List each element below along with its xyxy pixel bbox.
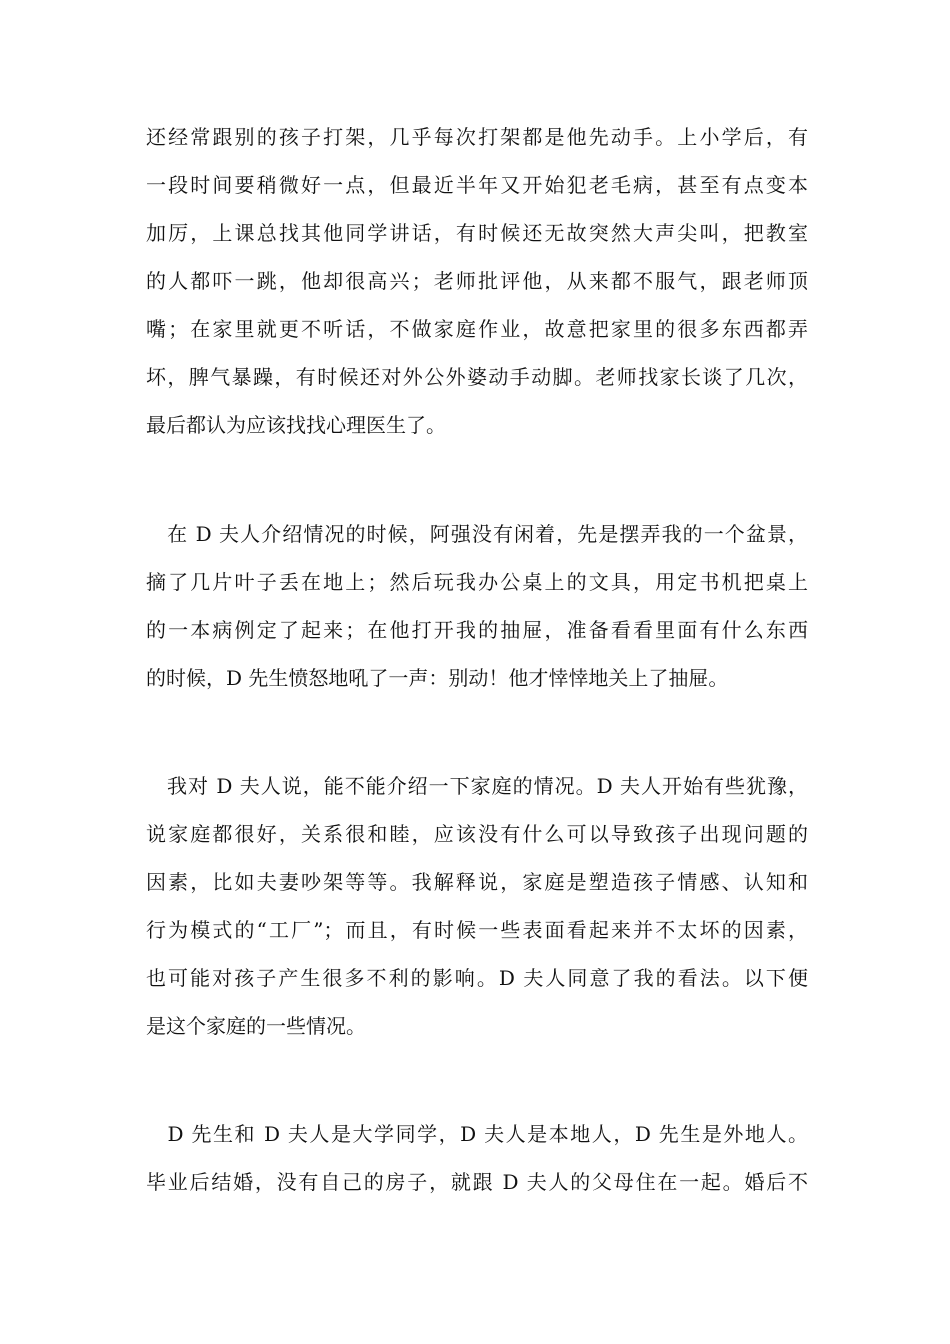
text-line: 加厉，上课总找其他同学讲话，有时候还无故突然大声尖叫，把教室 — [146, 221, 808, 245]
text-line: 摘了几片叶子丢在地上；然后玩我办公桌上的文具，用定书机把桌上 — [146, 570, 808, 594]
text-line: 我对 D 夫人说，能不能介绍一下家庭的情况。D 夫人开始有些犹豫， — [146, 774, 808, 798]
text-line: 嘴；在家里就更不听话，不做家庭作业，故意把家里的很多东西都弄 — [146, 317, 808, 341]
text-line: 的一本病例定了起来；在他打开我的抽屉，准备看看里面有什么东西 — [146, 618, 808, 642]
text-line: 说家庭都很好，关系很和睦，应该没有什么可以导致孩子出现问题的 — [146, 822, 808, 846]
text-line: 的人都吓一跳，他却很高兴；老师批评他，从来都不服气，跟老师顶 — [146, 269, 808, 293]
text-line: 最后都认为应该找找心理医生了。 — [146, 413, 446, 437]
text-line: D 先生和 D 夫人是大学同学，D 夫人是本地人，D 先生是外地人。 — [146, 1122, 808, 1146]
paragraph — [146, 762, 808, 1050]
text-line: 坏，脾气暴躁，有时候还对外公外婆动手动脚。老师找家长谈了几次， — [146, 365, 808, 389]
paragraph — [146, 113, 808, 449]
text-line: 毕业后结婚，没有自己的房子，就跟 D 夫人的父母住在一起。婚后不 — [146, 1170, 808, 1194]
text-line: 是这个家庭的一些情况。 — [146, 1014, 366, 1038]
paragraph — [146, 510, 808, 702]
paragraph — [146, 1110, 808, 1206]
text-line: 还经常跟别的孩子打架，几乎每次打架都是他先动手。上小学后，有 — [146, 125, 808, 149]
text-line: 在 D 夫人介绍情况的时候，阿强没有闲着，先是摆弄我的一个盆景， — [146, 522, 808, 546]
text-line: 的时候，D 先生愤怒地吼了一声：别动！他才悻悻地关上了抽屉。 — [146, 666, 729, 690]
text-line: 行为模式的“工厂”；而且，有时候一些表面看起来并不太坏的因素， — [146, 918, 808, 942]
text-line: 一段时间要稍微好一点，但最近半年又开始犯老毛病，甚至有点变本 — [146, 173, 808, 197]
text-line: 也可能对孩子产生很多不利的影响。D 夫人同意了我的看法。以下便 — [146, 966, 808, 990]
text-line: 因素，比如夫妻吵架等等。我解释说，家庭是塑造孩子情感、认知和 — [146, 870, 808, 894]
